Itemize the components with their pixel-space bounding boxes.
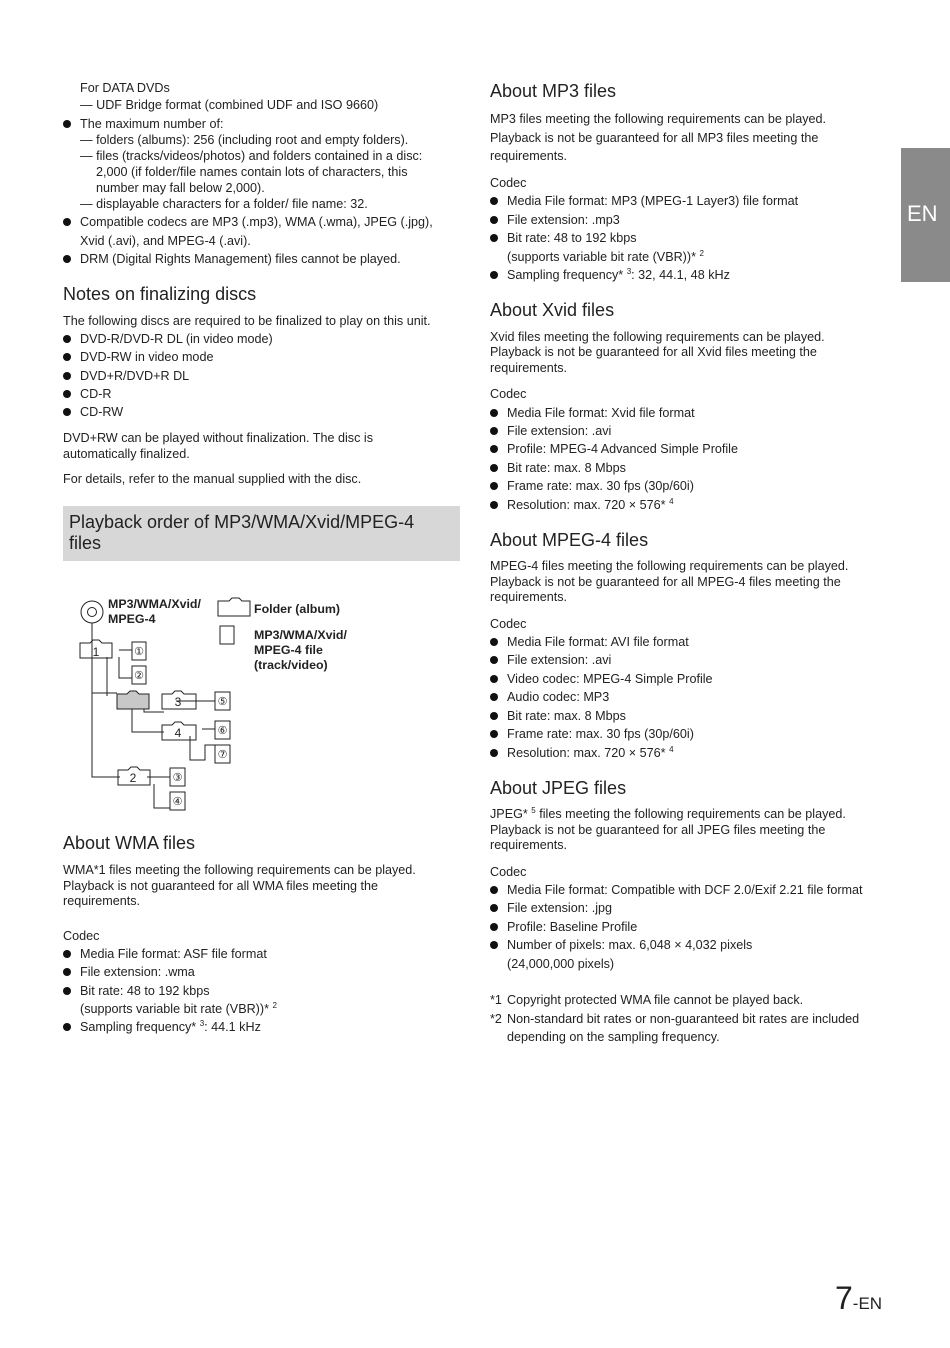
codec-label: Codec [490, 865, 527, 879]
paragraph: Playback is not guaranteed for all WMA files meeting the [63, 879, 379, 893]
legend-disc-label: MP3/WMA/Xvid/ [108, 597, 201, 611]
list-subitem: — files (tracks/videos/photos) and folders contained in a disc: [80, 149, 423, 163]
paragraph: WMA*1 files meeting the following requirements can be played. [63, 863, 416, 877]
codec-label: Codec [490, 176, 527, 190]
section-banner [63, 506, 460, 561]
section-heading: Notes on finalizing discs [63, 284, 257, 304]
footnote-mark: *2 [490, 1012, 502, 1026]
file-label: ① [134, 646, 144, 658]
intro-line: For DATA DVDs [80, 81, 170, 95]
file-label: ④ [172, 796, 183, 808]
paragraph: JPEG* $^5$ files meeting the following requirements can be played. [490, 805, 846, 821]
paragraph: requirements. [490, 590, 567, 604]
list-subitem: — displayable characters for a folder/ file name: 32. [80, 197, 368, 211]
paragraph: automatically finalized. [63, 447, 190, 461]
disc-icon [81, 601, 103, 623]
paragraph: requirements. [490, 838, 567, 852]
paragraph: The following discs are required to be finalized to play on this unit. [63, 314, 431, 328]
file-label: ⑥ [217, 725, 228, 737]
language-tab-label: EN [907, 201, 938, 226]
paragraph: MPEG-4 files meeting the following requirements can be played. [490, 559, 849, 573]
folder-label: 3 [174, 695, 182, 709]
paragraph: requirements. [490, 149, 567, 163]
legend-disc-label: MPEG-4 [108, 612, 156, 626]
file-label: ⑦ [217, 749, 228, 761]
codec-label: Codec [490, 617, 527, 631]
paragraph: Playback is not be guaranteed for all Xvid files meeting the [490, 345, 817, 359]
file-label: ② [134, 670, 144, 682]
list-item-cont: (24,000,000 pixels) [507, 957, 615, 971]
section-heading: About JPEG files [490, 778, 627, 798]
page-number [835, 1281, 882, 1315]
file-label: ⑤ [217, 696, 228, 708]
folder-icon [117, 691, 149, 709]
section-banner-title: Playback order of MP3/WMA/Xvid/MPEG-4 files [69, 512, 415, 553]
paragraph: Playback is not be guaranteed for all MP3 files meeting the [490, 131, 819, 145]
paragraph: MP3 files meeting the following requirements can be played. [490, 112, 827, 126]
footnote-mark: *1 [490, 993, 502, 1007]
list-item-cont: (supports variable bit rate (VBR))* $^2$ [507, 248, 704, 264]
section-heading: About MPEG-4 files [490, 530, 649, 550]
codec-label: Codec [490, 387, 527, 401]
paragraph: DVD+RW can be played without finalization. The disc is [63, 431, 373, 445]
page-number-value: 7 [835, 1280, 853, 1316]
file-label: ③ [172, 772, 183, 784]
paragraph: Xvid files meeting the following requirements can be played. [490, 330, 825, 344]
section-heading: About MP3 files [490, 81, 617, 101]
footnote-text: Non-standard bit rates or non-guaranteed bit rates are included [507, 1012, 860, 1026]
paragraph: Playback is not be guaranteed for all MPEG-4 files meeting the [490, 575, 841, 589]
section-heading: About Xvid files [490, 300, 615, 320]
paragraph: requirements. [490, 361, 567, 375]
list-subitem: number may fall below 2,000). [96, 181, 265, 195]
list-item-cont: (supports variable bit rate (VBR))* $^2$ [80, 1000, 277, 1016]
list-item-cont: Xvid (.avi), and MPEG-4 (.avi). [80, 234, 251, 248]
paragraph: Playback is not be guaranteed for all JPEG files meeting the [490, 823, 826, 837]
legend-folder-icon [218, 598, 250, 616]
legend-file-label: MP3/WMA/Xvid/ [254, 628, 347, 642]
legend-file-label: (track/video) [254, 658, 328, 672]
legend-file-icon [220, 626, 234, 644]
codec-label: Codec [63, 929, 100, 943]
list-subitem: 2,000 (if folder/file names contain lots of characters, this [96, 165, 408, 179]
section-heading: About WMA files [63, 833, 196, 853]
folder-label: 1 [92, 645, 100, 659]
paragraph: requirements. [63, 894, 140, 908]
paragraph: For details, refer to the manual supplied with the disc. [63, 472, 362, 486]
footnote-text: depending on the sampling frequency. [507, 1030, 720, 1044]
legend-file-label: MPEG-4 file [254, 643, 323, 657]
intro-line: — UDF Bridge format (combined UDF and ISO 9660) [80, 98, 379, 112]
folder-label: 4 [174, 726, 182, 740]
legend-folder-label: Folder (album) [254, 602, 341, 616]
footnote-text: Copyright protected WMA file cannot be played back. [507, 993, 804, 1007]
list-subitem: — folders (albums): 256 (including root and empty folders). [80, 133, 409, 147]
language-tab [901, 148, 950, 282]
folder-label: 2 [129, 771, 137, 785]
page-number-suffix: -EN [852, 1294, 883, 1313]
